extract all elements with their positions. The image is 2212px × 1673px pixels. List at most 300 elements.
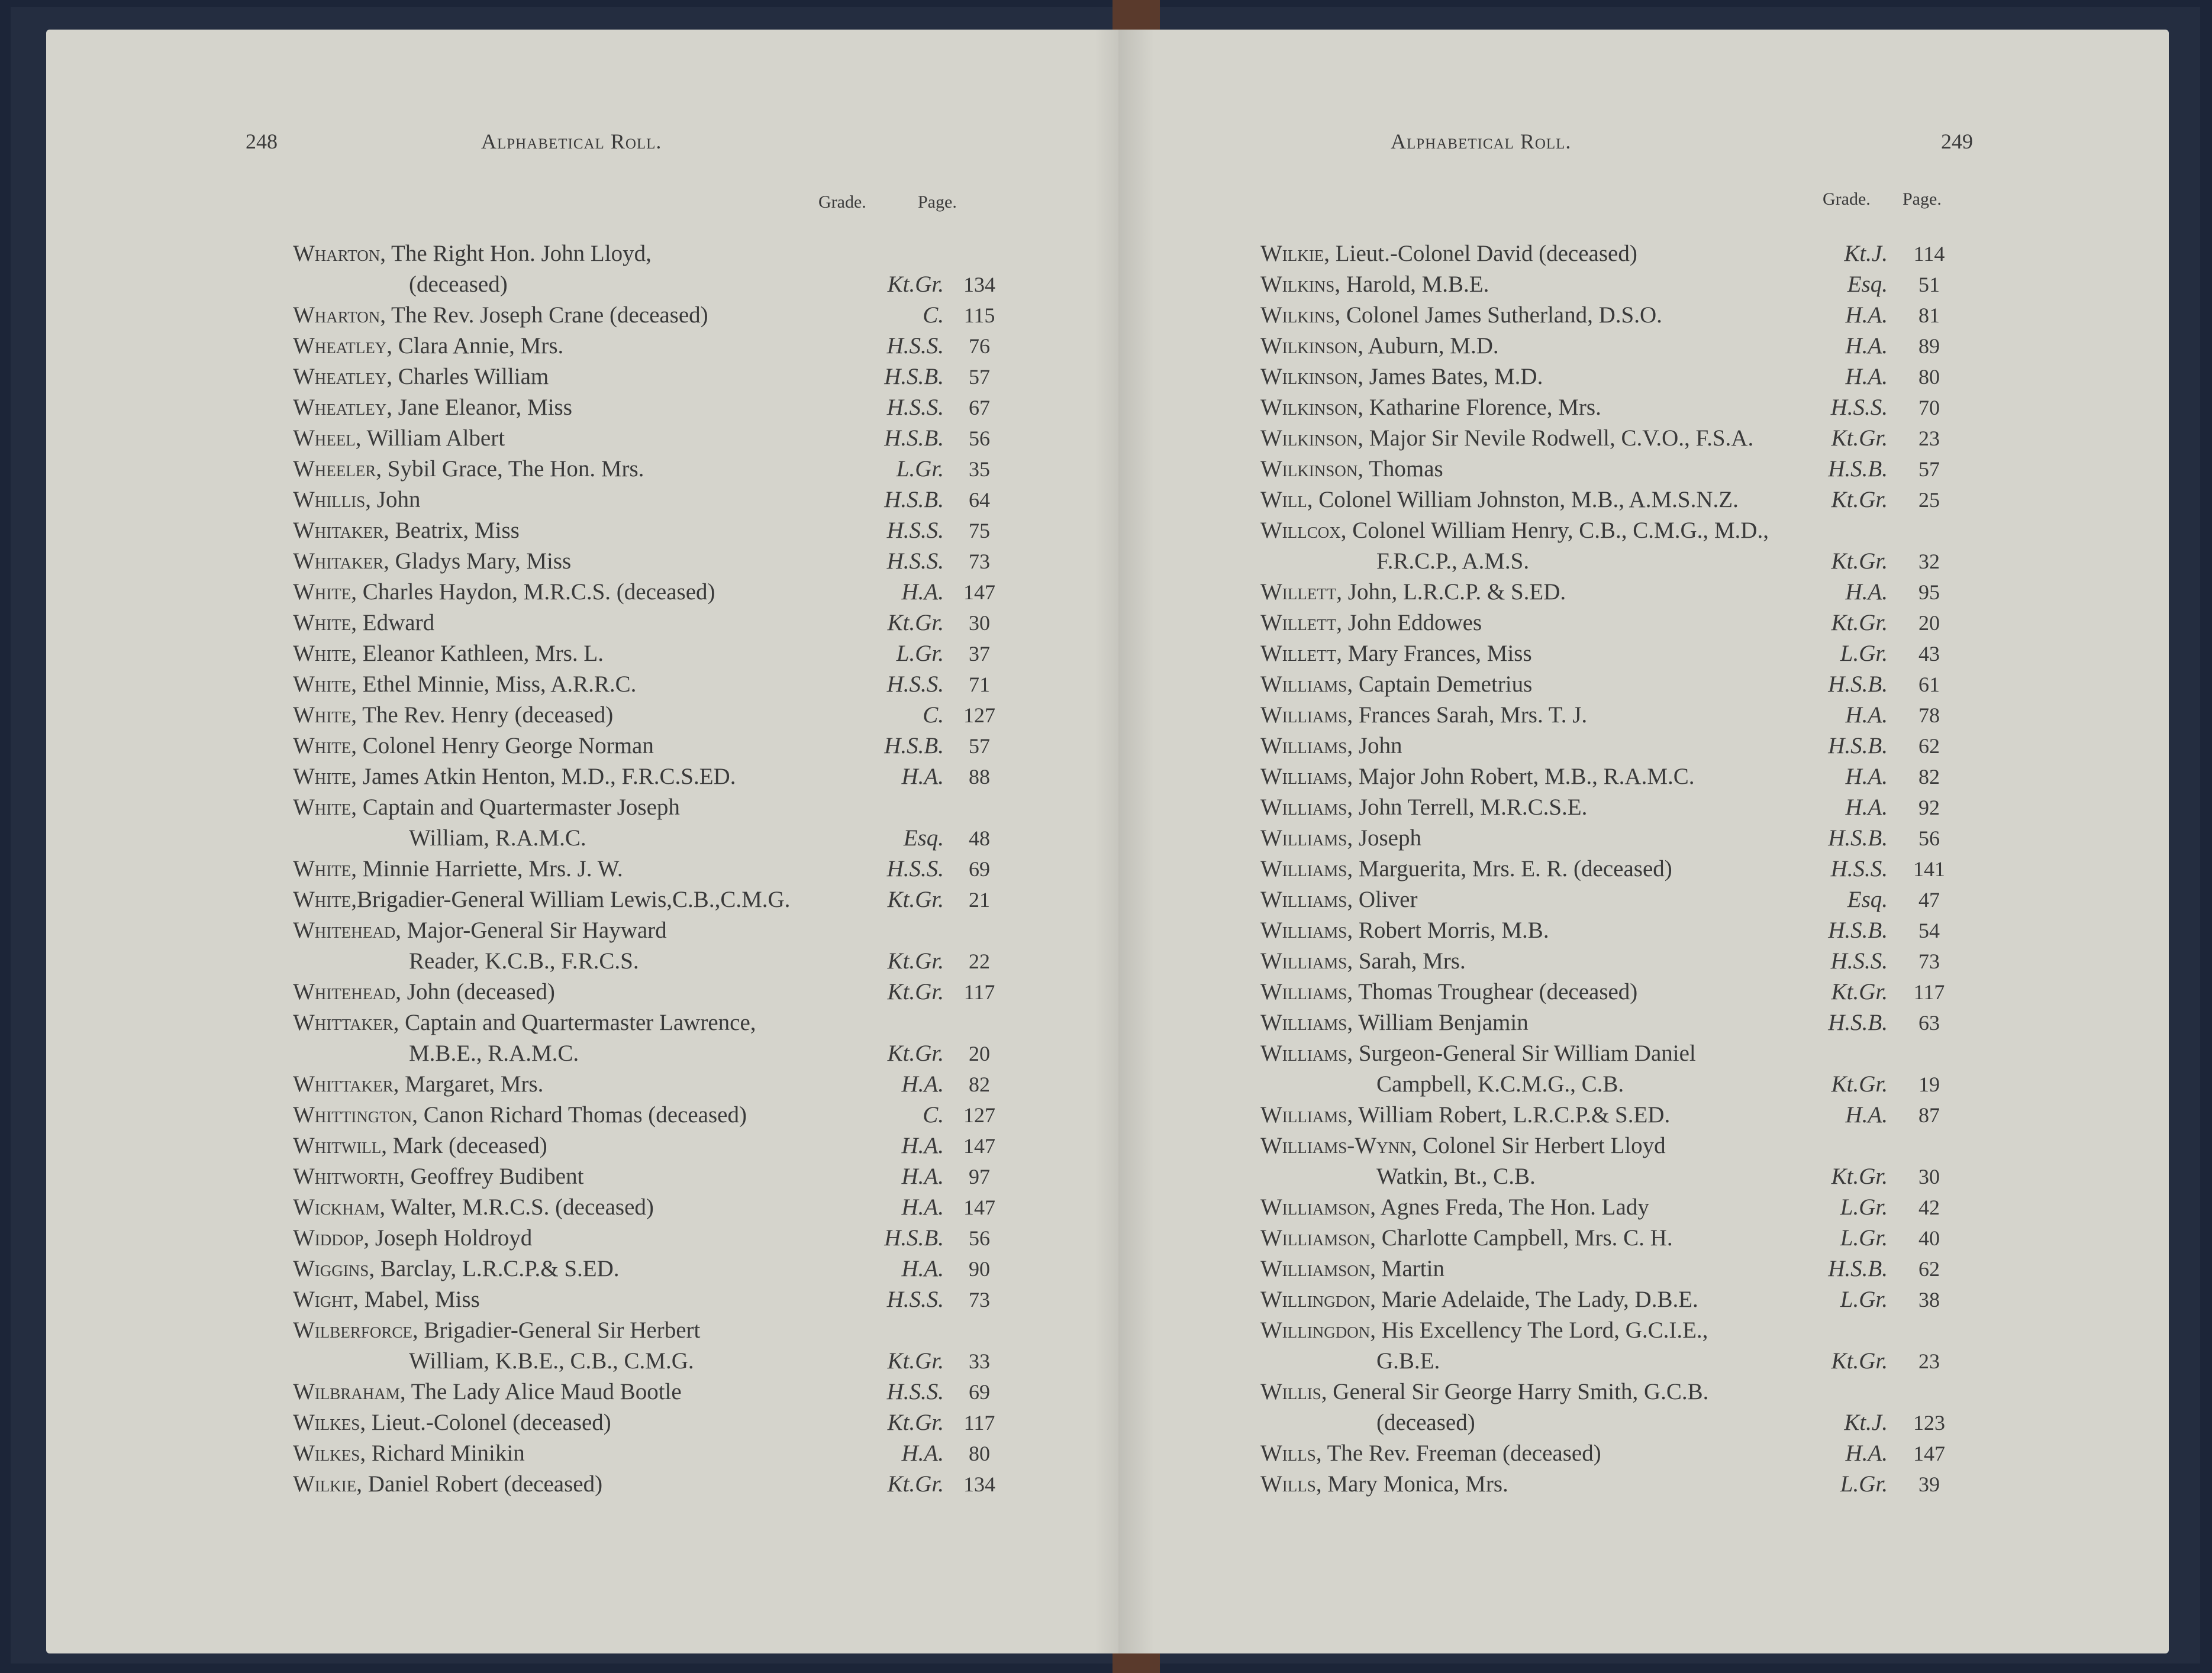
list-item (293, 608, 1009, 638)
entry-name (293, 515, 520, 546)
entry-details: , Thomas (1357, 456, 1443, 482)
entry-page: 69 (969, 857, 990, 881)
entry-grade: H.S.S. (1830, 395, 1888, 420)
list-item (1260, 300, 1976, 331)
entry-details: , John (deceased) (395, 979, 555, 1005)
entry-page: 117 (1913, 980, 1945, 1004)
page-column-header: Page. (1903, 189, 1942, 209)
entry-grade: H.A. (901, 764, 944, 789)
entry-grade: H.A. (901, 1133, 944, 1158)
entry-page: 35 (969, 457, 990, 481)
list-item (293, 1284, 1009, 1315)
entry-page: 23 (1918, 427, 1940, 450)
entry-details: , Eleanor Kathleen, Mrs. L. (351, 641, 604, 666)
list-item (293, 1346, 1009, 1377)
entry-page: 20 (969, 1042, 990, 1065)
entry-grade: H.A. (1845, 302, 1888, 328)
list-item (293, 700, 1009, 731)
list-item (1260, 1038, 1976, 1069)
entry-details: , Marguerita, Mrs. E. R. (deceased) (1347, 856, 1672, 881)
entry-name (1260, 1469, 1508, 1500)
entry-grade: Kt.Gr. (1831, 487, 1888, 512)
list-item (293, 761, 1009, 792)
list-item (1260, 577, 1976, 608)
entry-surname: Willett (1260, 610, 1337, 635)
list-item (293, 1100, 1009, 1131)
entry-surname: Williams (1260, 764, 1347, 789)
entry-page: 62 (1918, 1257, 1940, 1281)
entry-page: 21 (969, 888, 990, 912)
entry-details: , Clara Annie, Mrs. (386, 333, 564, 358)
entry-details: , Katharine Florence, Mrs. (1357, 395, 1601, 420)
entry-details: , Thomas Troughear (deceased) (1347, 979, 1638, 1005)
entry-surname: Wilkins (1260, 302, 1335, 328)
list-item (293, 669, 1009, 700)
list-item (293, 1161, 1009, 1192)
entry-grade: H.S.B. (884, 364, 944, 389)
entry-details: , Gladys Mary, Miss (383, 548, 572, 574)
entry-page: 70 (1918, 396, 1940, 419)
entry-grade: Kt.Gr. (887, 1041, 944, 1066)
list-item (293, 1131, 1009, 1161)
entry-name (293, 1438, 525, 1469)
entry-name (409, 946, 639, 977)
list-item (1260, 1438, 1976, 1469)
entry-name (1260, 1254, 1444, 1284)
entry-details: , Colonel Sir Herbert Lloyd (1411, 1133, 1666, 1158)
entry-name (1260, 731, 1402, 761)
entry-grade: H.S.S. (886, 395, 944, 420)
entry-page: 64 (969, 488, 990, 512)
entry-name (293, 669, 636, 700)
entry-surname: Wilberforce (293, 1317, 412, 1343)
entry-surname: Whittington (293, 1102, 412, 1128)
entry-grade: Kt.Gr. (1831, 1164, 1888, 1189)
entry-name (293, 300, 708, 331)
list-item (1260, 1223, 1976, 1254)
entry-surname: Whitaker (293, 548, 384, 574)
entry-grade: H.S.S. (886, 333, 944, 358)
entry-details: , John, L.R.C.P. & S.ED. (1336, 579, 1566, 605)
entry-grade: L.Gr. (1840, 1225, 1888, 1251)
entry-name (1260, 392, 1601, 423)
entry-page: 80 (969, 1442, 990, 1465)
entry-page: 147 (1913, 1442, 1945, 1465)
entry-name (1260, 761, 1695, 792)
entry-grade: H.A. (1845, 579, 1888, 605)
entry-page: 57 (969, 365, 990, 389)
list-item (1260, 546, 1976, 577)
entry-grade: H.A. (901, 579, 944, 605)
entry-surname: Whillis (293, 487, 366, 512)
entry-surname: Williams (1260, 979, 1347, 1005)
entry-details: , Barclay, L.R.C.P.& S.ED. (369, 1256, 620, 1281)
entry-details: , Charles William (386, 364, 549, 389)
list-item (1260, 1069, 1976, 1100)
entry-name (1260, 269, 1489, 300)
entry-name (293, 915, 667, 946)
entry-page: 117 (963, 980, 995, 1004)
list-item (293, 331, 1009, 361)
entry-name (293, 731, 654, 761)
entry-surname: Will (1260, 487, 1307, 512)
entry-page: 57 (969, 734, 990, 758)
entry-details: , The Rev. Freeman (deceased) (1315, 1441, 1601, 1466)
entry-grade: Esq. (1847, 272, 1888, 297)
entry-surname: Willingdon (1260, 1287, 1371, 1312)
entry-details: , Captain Demetrius (1347, 671, 1533, 697)
entry-surname: Wilkes (293, 1441, 360, 1466)
entry-surname: Willett (1260, 579, 1337, 605)
entry-details: , Joseph (1347, 825, 1421, 851)
entry-details: William, R.A.M.C. (409, 825, 586, 851)
list-item (293, 1192, 1009, 1223)
entry-name (1260, 238, 1637, 269)
entry-name (409, 823, 586, 854)
entry-grade: H.S.B. (884, 733, 944, 758)
entry-grade: C. (923, 302, 944, 328)
list-item (1260, 1284, 1976, 1315)
entry-name (293, 454, 644, 485)
entry-name (1260, 608, 1482, 638)
entry-surname: Wharton (293, 302, 381, 328)
list-item (293, 915, 1009, 946)
entry-name (293, 546, 571, 577)
entry-details: M.B.E., R.A.M.C. (409, 1041, 579, 1066)
list-item (293, 823, 1009, 854)
list-item (293, 1038, 1009, 1069)
entry-surname: Wilkinson (1260, 333, 1358, 358)
entry-surname: Whitworth (293, 1164, 399, 1189)
entry-name (1376, 546, 1529, 577)
entry-page: 73 (1918, 949, 1940, 973)
entry-surname: Williams (1260, 1010, 1347, 1035)
entry-page: 95 (1918, 580, 1940, 604)
entry-surname: Williams (1260, 671, 1347, 697)
entry-grade: H.S.S. (886, 1287, 944, 1312)
entry-surname: Wilkinson (1260, 364, 1358, 389)
entry-details: , Oliver (1347, 887, 1418, 912)
list-item (1260, 454, 1976, 485)
entry-page: 73 (969, 550, 990, 573)
entry-grade: L.Gr. (896, 456, 944, 482)
entry-page: 90 (969, 1257, 990, 1281)
entry-surname: Williams (1260, 825, 1347, 851)
entry-details: , John (365, 487, 421, 512)
entry-name (1260, 638, 1532, 669)
entry-surname: Wilkins (1260, 272, 1335, 297)
entry-grade: H.A. (1845, 333, 1888, 358)
entry-details: , Walter, M.R.C.S. (deceased) (379, 1194, 654, 1220)
entry-page: 147 (963, 580, 995, 604)
entry-name (293, 361, 549, 392)
entry-details: , Brigadier-General Sir Herbert (412, 1317, 701, 1343)
entry-list (293, 238, 1009, 1500)
entry-grade: H.A. (1845, 702, 1888, 728)
entry-details: , Colonel James Sutherland, D.S.O. (1334, 302, 1662, 328)
list-item (293, 423, 1009, 454)
entry-details: , Mary Frances, Miss (1336, 641, 1532, 666)
entry-details: , Colonel William Johnston, M.B., A.M.S.N.Z. (1307, 487, 1739, 512)
list-item (293, 638, 1009, 669)
entry-name (293, 1069, 543, 1100)
entry-name (293, 1100, 747, 1131)
entry-details: , Lieut.-Colonel (deceased) (360, 1410, 611, 1435)
entry-page: 19 (1918, 1073, 1940, 1096)
entry-details: , Edward (351, 610, 435, 635)
list-item (1260, 854, 1976, 884)
entry-page: 39 (1918, 1472, 1940, 1496)
entry-surname: Wharton (293, 241, 381, 266)
entry-page: 69 (969, 1380, 990, 1404)
list-item (1260, 1346, 1976, 1377)
entry-grade: Kt.Gr. (887, 1471, 944, 1497)
entry-page: 127 (963, 1103, 995, 1127)
entry-details: , General Sir George Harry Smith, G.C.B. (1321, 1379, 1709, 1404)
list-item (1260, 608, 1976, 638)
list-item (1260, 238, 1976, 269)
entry-grade: H.S.B. (884, 487, 944, 512)
entry-name (1260, 977, 1637, 1007)
entry-page: 51 (1918, 273, 1940, 296)
entry-details: , Charlotte Campbell, Mrs. C. H. (1370, 1225, 1673, 1251)
entry-surname: Wheeler (293, 456, 376, 482)
entry-surname: Willingdon (1260, 1317, 1371, 1343)
entry-grade: Kt.Gr. (887, 1348, 944, 1374)
entry-details: Campbell, K.C.M.G., C.B. (1376, 1071, 1624, 1097)
entry-grade: H.S.B. (884, 425, 944, 451)
entry-grade: L.Gr. (1840, 1194, 1888, 1220)
entry-page: 87 (1918, 1103, 1940, 1127)
entry-name (293, 423, 505, 454)
entry-page: 56 (969, 1226, 990, 1250)
entry-details: G.B.E. (1376, 1348, 1440, 1374)
entry-page: 117 (963, 1411, 995, 1435)
list-item (293, 1315, 1009, 1346)
entry-grade: H.S.S. (1830, 948, 1888, 974)
entry-details: William, K.B.E., C.B., C.M.G. (409, 1348, 694, 1374)
list-item (293, 946, 1009, 977)
entry-surname: Williamson (1260, 1256, 1371, 1281)
entry-grade: C. (923, 1102, 944, 1128)
entry-surname: Whittaker (293, 1010, 394, 1035)
list-item (293, 1254, 1009, 1284)
entry-page: 147 (963, 1196, 995, 1219)
entry-page: 147 (963, 1134, 995, 1158)
entry-grade: H.S.B. (1828, 1256, 1888, 1281)
entry-details: Reader, K.C.B., F.R.C.S. (409, 948, 639, 974)
entry-name (293, 1131, 547, 1161)
entry-details: , William Robert, L.R.C.P.& S.ED. (1347, 1102, 1671, 1128)
list-item (293, 392, 1009, 423)
list-item (1260, 915, 1976, 946)
entry-name (1260, 485, 1739, 515)
list-item (293, 238, 1009, 269)
entry-grade: Kt.Gr. (1831, 979, 1888, 1005)
list-item (1260, 700, 1976, 731)
list-item (1260, 331, 1976, 361)
entry-name (293, 331, 563, 361)
entry-surname: Wills (1260, 1471, 1316, 1497)
entry-page: 123 (1913, 1411, 1945, 1435)
entry-surname: White (293, 671, 352, 697)
list-item (1260, 977, 1976, 1007)
list-item (293, 485, 1009, 515)
entry-page: 71 (969, 673, 990, 696)
entry-name (293, 977, 555, 1007)
entry-surname: Whitaker (293, 518, 384, 543)
list-item (1260, 669, 1976, 700)
entry-name (409, 269, 508, 300)
entry-details: , Lieut.-Colonel David (deceased) (1324, 241, 1637, 266)
entry-grade: H.S.S. (886, 548, 944, 574)
list-item (1260, 485, 1976, 515)
entry-surname: Williams (1260, 887, 1347, 912)
entry-page: 40 (1918, 1226, 1940, 1250)
entry-grade: Kt.J. (1844, 1410, 1888, 1435)
entry-name (293, 1254, 620, 1284)
entry-grade: H.A. (1845, 764, 1888, 789)
entry-grade: Kt.J. (1844, 241, 1888, 266)
entry-details: , Minnie Harriette, Mrs. J. W. (351, 856, 623, 881)
list-item (1260, 823, 1976, 854)
list-item (293, 977, 1009, 1007)
entry-details: (deceased) (1376, 1410, 1475, 1435)
entry-grade: H.A. (901, 1441, 944, 1466)
entry-name (1260, 792, 1587, 823)
entry-surname: Willcox (1260, 518, 1341, 543)
entry-page: 33 (969, 1349, 990, 1373)
entry-page: 48 (969, 826, 990, 850)
entry-page: 32 (1918, 550, 1940, 573)
entry-surname: Widdop (293, 1225, 364, 1251)
entry-surname: Williamson (1260, 1225, 1371, 1251)
entry-name (1376, 1161, 1536, 1192)
entry-page: 56 (1918, 826, 1940, 850)
page-number: 249 (1941, 130, 1973, 153)
entry-page: 92 (1918, 796, 1940, 819)
entry-page: 82 (969, 1073, 990, 1096)
entry-surname: Wills (1260, 1441, 1316, 1466)
entry-page: 43 (1918, 642, 1940, 666)
entry-details: ,Brigadier-General William Lewis,C.B.,C.M.G. (351, 887, 791, 912)
entry-name (293, 1377, 682, 1407)
list-item (1260, 1315, 1976, 1346)
entry-page: 88 (969, 765, 990, 789)
entry-details: , Canon Richard Thomas (deceased) (412, 1102, 747, 1128)
list-item (293, 300, 1009, 331)
entry-name (1260, 1377, 1708, 1407)
list-item (293, 1438, 1009, 1469)
entry-grade: H.S.B. (884, 1225, 944, 1251)
entry-page: 22 (969, 949, 990, 973)
grade-column-header: Grade. (818, 192, 866, 212)
entry-page: 78 (1918, 703, 1940, 727)
entry-surname: Williams-Wynn (1260, 1133, 1411, 1158)
entry-name (293, 792, 680, 823)
entry-name (293, 238, 652, 269)
running-head: Alphabetical Roll. (1391, 130, 1572, 153)
entry-name (1260, 854, 1672, 884)
entry-name (1376, 1407, 1475, 1438)
entry-page: 30 (1918, 1165, 1940, 1188)
entry-details: , Auburn, M.D. (1357, 333, 1499, 358)
entry-page: 20 (1918, 611, 1940, 635)
entry-details: , Ethel Minnie, Miss, A.R.R.C. (351, 671, 637, 697)
list-item (293, 1407, 1009, 1438)
entry-grade: H.S.B. (1828, 825, 1888, 851)
entry-surname: Wight (293, 1287, 353, 1312)
entry-details: , Daniel Robert (deceased) (356, 1471, 603, 1497)
entry-page: 89 (1918, 334, 1940, 358)
list-item (1260, 761, 1976, 792)
entry-name (1260, 823, 1421, 854)
entry-details: , His Excellency The Lord, G.C.I.E., (1370, 1317, 1708, 1343)
entry-surname: White (293, 733, 352, 758)
list-item (293, 854, 1009, 884)
list-item (1260, 1161, 1976, 1192)
entry-surname: Wilkinson (1260, 395, 1358, 420)
entry-surname: White (293, 764, 352, 789)
entry-surname: Wheatley (293, 333, 387, 358)
entry-page: 115 (963, 303, 995, 327)
entry-grade: Kt.Gr. (887, 610, 944, 635)
entry-surname: White (293, 702, 352, 728)
entry-page: 23 (1918, 1349, 1940, 1373)
entry-page: 30 (969, 611, 990, 635)
entry-surname: White (293, 610, 352, 635)
list-item (1260, 638, 1976, 669)
list-item (1260, 1407, 1976, 1438)
entry-surname: Williams (1260, 1041, 1347, 1066)
entry-grade: L.Gr. (896, 641, 944, 666)
entry-name (293, 485, 420, 515)
entry-page: 47 (1918, 888, 1940, 912)
entry-grade: H.A. (1845, 1102, 1888, 1128)
entry-page: 67 (969, 396, 990, 419)
entry-grade: H.S.B. (1828, 1010, 1888, 1035)
entry-grade: H.S.S. (886, 856, 944, 881)
entry-page: 56 (969, 427, 990, 450)
entry-details: , John (1347, 733, 1402, 758)
entry-page: 82 (1918, 765, 1940, 789)
entry-grade: H.S.S. (886, 671, 944, 697)
entry-name (1260, 884, 1417, 915)
entry-name (1260, 1100, 1670, 1131)
entry-name (1260, 1131, 1666, 1161)
entry-grade: H.S.B. (1828, 456, 1888, 482)
entry-grade: L.Gr. (1840, 1471, 1888, 1497)
entry-grade: Kt.Gr. (1831, 425, 1888, 451)
entry-details: , Jane Eleanor, Miss (386, 395, 572, 420)
list-item (1260, 1131, 1976, 1161)
entry-surname: Willis (1260, 1379, 1321, 1404)
entry-grade: Kt.Gr. (887, 887, 944, 912)
entry-details: , Major John Robert, M.B., R.A.M.C. (1347, 764, 1695, 789)
entry-surname: Wheatley (293, 364, 387, 389)
entry-name (293, 638, 604, 669)
entry-details: , The Rev. Henry (deceased) (351, 702, 614, 728)
entry-grade: H.S.B. (1828, 671, 1888, 697)
entry-surname: Whittaker (293, 1071, 394, 1097)
entry-surname: Williams (1260, 794, 1347, 820)
list-item (1260, 1100, 1976, 1131)
list-item (1260, 884, 1976, 915)
entry-surname: Wheatley (293, 395, 387, 420)
entry-name (1260, 1284, 1698, 1315)
entry-page: 75 (969, 519, 990, 542)
entry-page: 25 (1918, 488, 1940, 512)
